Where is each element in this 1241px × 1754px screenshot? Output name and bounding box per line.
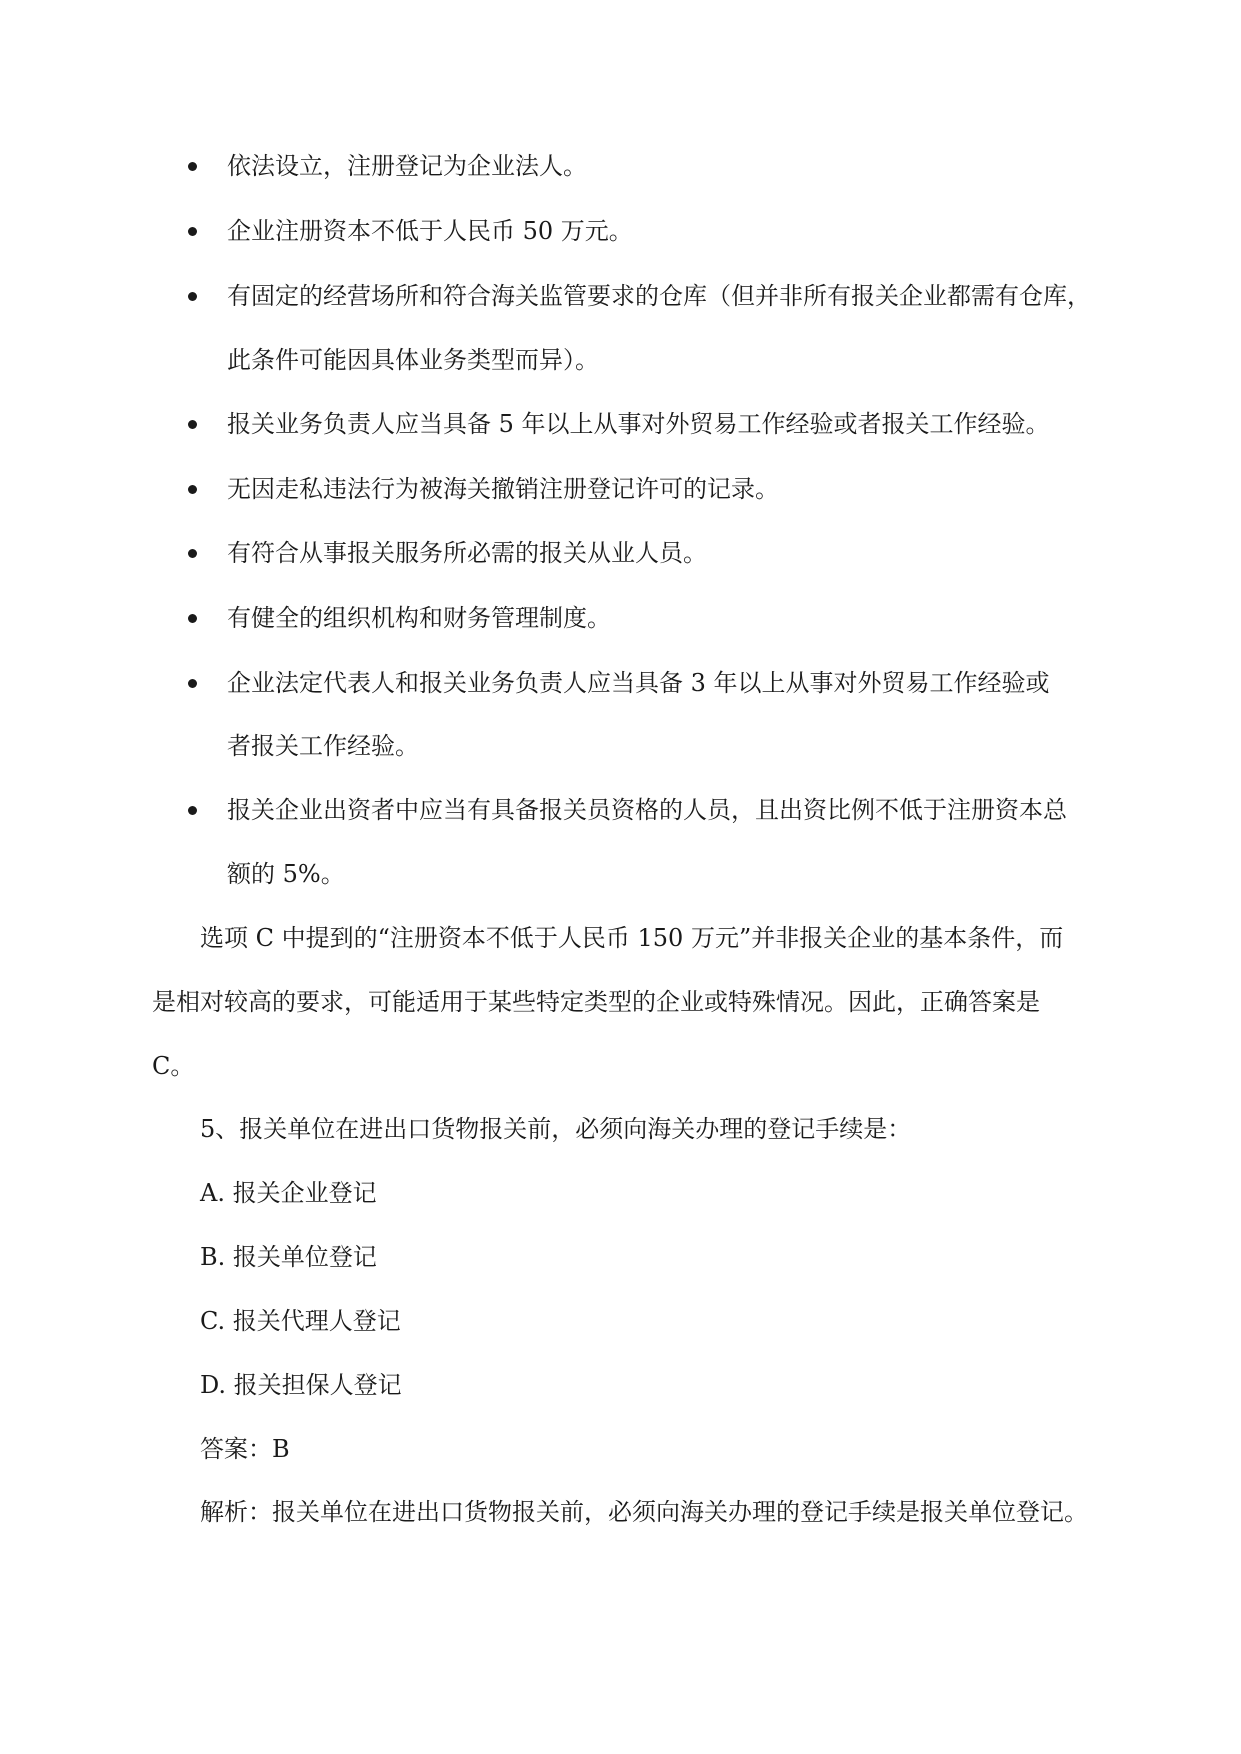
list-item-text-continuation: 者报关工作经验。 [227,732,419,760]
answer-line: 答案：B [200,1435,290,1463]
list-item-text: 有健全的组织机构和财务管理制度。 [227,604,611,632]
list-item-text: 无因走私违法行为被海关撤销注册登记许可的记录。 [227,475,779,503]
list-item-text: 企业法定代表人和报关业务负责人应当具备 3 年以上从事对外贸易工作经验或 [227,669,1050,697]
list-item-text: 企业注册资本不低于人民币 50 万元。 [227,217,633,245]
list-item-text: 报关业务负责人应当具备 5 年以上从事对外贸易工作经验或者报关工作经验。 [227,410,1050,438]
list-item-text: 有符合从事报关服务所必需的报关从业人员。 [227,539,707,567]
paragraph-line: C。 [152,1052,195,1080]
bullet-icon [188,679,197,688]
bullet-icon [188,227,197,236]
option-c: C. 报关代理人登记 [200,1307,401,1335]
bullet-icon [188,549,197,558]
list-item-text: 有固定的经营场所和符合海关监管要求的仓库（但并非所有报关企业都需有仓库， [227,282,1091,310]
option-b: B. 报关单位登记 [200,1243,377,1271]
list-item-text-continuation: 额的 5%。 [227,860,345,888]
list-item-text: 依法设立，注册登记为企业法人。 [227,152,587,180]
paragraph-line: 是相对较高的要求，可能适用于某些特定类型的企业或特殊情况。因此，正确答案是 [152,988,1040,1016]
bullet-icon [188,420,197,429]
list-item-text: 报关企业出资者中应当有具备报关员资格的人员，且出资比例不低于注册资本总 [227,796,1067,824]
bullet-icon [188,614,197,623]
bullet-icon [188,806,197,815]
paragraph-line: 选项 C 中提到的“注册资本不低于人民币 150 万元”并非报关企业的基本条件，而 [200,924,1064,952]
bullet-icon [188,292,197,301]
question-stem: 5、报关单位在进出口货物报关前，必须向海关办理的登记手续是： [200,1115,912,1143]
option-d: D. 报关担保人登记 [200,1371,402,1399]
bullet-icon [188,162,197,171]
analysis-line: 解析：报关单位在进出口货物报关前，必须向海关办理的登记手续是报关单位登记。 [200,1498,1088,1526]
bullet-icon [188,485,197,494]
option-a: A. 报关企业登记 [200,1179,377,1207]
list-item-text-continuation: 此条件可能因具体业务类型而异）。 [227,346,599,374]
